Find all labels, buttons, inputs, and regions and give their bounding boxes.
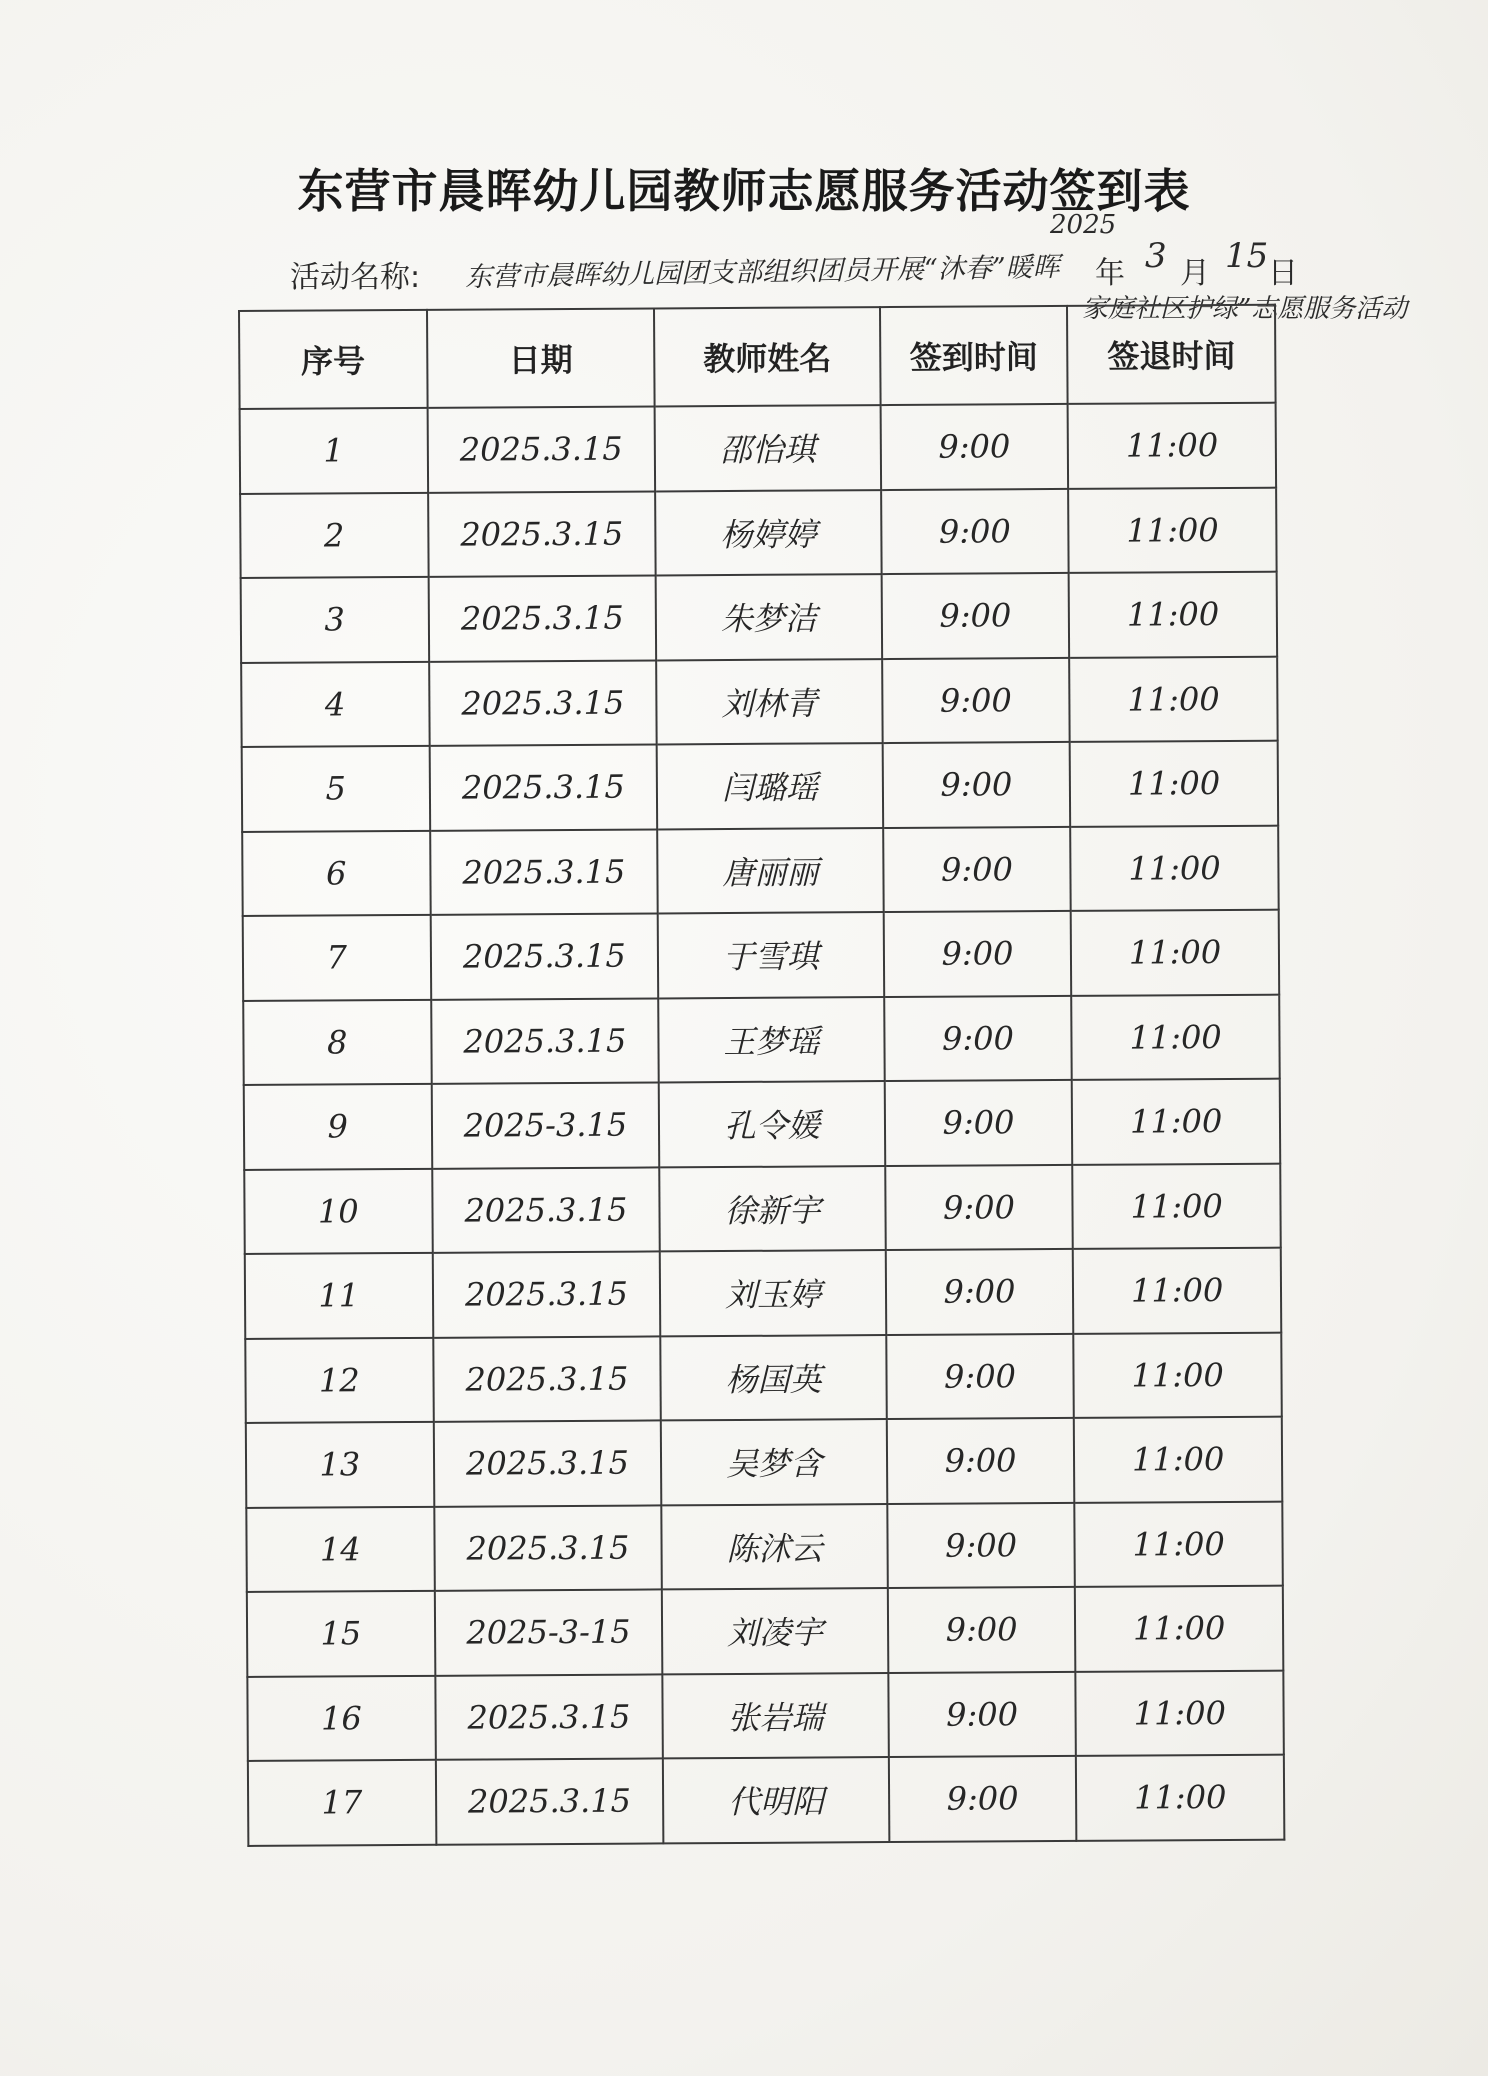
seq-cell: 2 <box>240 492 428 578</box>
seq-cell: 8 <box>243 999 431 1085</box>
sign-out-time-cell: 11:00 <box>1074 1417 1282 1503</box>
sign-out-time-cell: 11:00 <box>1069 572 1277 658</box>
sign-in-time-cell: 9:00 <box>885 1249 1073 1335</box>
seq-cell: 16 <box>247 1675 435 1761</box>
sign-in-time-cell: 9:00 <box>883 911 1071 997</box>
seq-cell: 15 <box>247 1591 435 1677</box>
date-year-label: 年 <box>1095 256 1125 291</box>
header-sign-out-time: 签退时间 <box>1067 305 1275 404</box>
date-day-value: 15 <box>1225 236 1269 276</box>
sign-in-time-cell: 9:00 <box>881 573 1069 659</box>
activity-name-value: 东营市晨晖幼儿园团支部组织团员开展“沐春”暖晖 <box>464 251 1060 294</box>
page-title: 东营市晨晖幼儿园教师志愿服务活动签到表 <box>297 164 1191 218</box>
sign-in-time-cell: 9:00 <box>882 742 1070 828</box>
seq-cell: 7 <box>243 915 431 1001</box>
date-cell: 2025.3.15 <box>433 1336 661 1422</box>
table-row <box>243 910 1279 1001</box>
seq-cell: 5 <box>242 746 430 832</box>
date-cell: 2025.3.15 <box>431 998 659 1084</box>
sign-out-time-cell: 11:00 <box>1074 1332 1282 1418</box>
sign-in-time-cell: 9:00 <box>886 1333 1074 1419</box>
seq-cell: 4 <box>241 661 429 747</box>
teacher-name-cell: 孔令媛 <box>659 1081 885 1167</box>
table-row <box>245 1248 1281 1339</box>
date-cell: 2025-3.15 <box>431 1082 659 1168</box>
teacher-name-cell: 刘林青 <box>656 659 882 745</box>
seq-cell: 9 <box>244 1084 432 1170</box>
seq-cell: 6 <box>242 830 430 916</box>
teacher-name-cell: 于雪琪 <box>658 912 884 998</box>
table-row <box>247 1670 1283 1761</box>
date-cell: 2025.3.15 <box>435 1758 663 1844</box>
teacher-name-cell: 闫璐瑶 <box>657 743 883 829</box>
date-cell: 2025.3.15 <box>434 1505 662 1591</box>
sign-in-time-cell: 9:00 <box>880 404 1068 490</box>
sign-out-time-cell: 11:00 <box>1075 1586 1283 1672</box>
seq-cell: 10 <box>244 1168 432 1254</box>
date-cell: 2025.3.15 <box>433 1420 661 1506</box>
date-cell: 2025.3.15 <box>428 491 656 577</box>
date-cell: 2025.3.15 <box>428 575 656 661</box>
sign-out-time-cell: 11:00 <box>1073 1163 1281 1249</box>
teacher-name-cell: 邵怡琪 <box>655 405 881 491</box>
table-row <box>241 572 1277 663</box>
sign-in-time-cell: 9:00 <box>884 995 1072 1081</box>
sign-in-time-cell: 9:00 <box>889 1756 1077 1842</box>
date-cell: 2025.3.15 <box>430 829 658 915</box>
sign-out-time-cell: 11:00 <box>1076 1755 1284 1841</box>
table-row <box>242 825 1278 916</box>
table-row <box>244 1163 1280 1254</box>
seq-cell: 12 <box>245 1337 433 1423</box>
table-row <box>240 403 1276 494</box>
table-row <box>242 741 1278 832</box>
sign-in-time-cell: 9:00 <box>881 488 1069 574</box>
teacher-name-cell: 刘凌宇 <box>662 1588 888 1674</box>
table-row <box>246 1417 1282 1508</box>
date-cell: 2025.3.15 <box>430 913 658 999</box>
sign-in-table <box>238 304 1285 1847</box>
header-teacher-name: 教师姓名 <box>654 307 880 406</box>
sign-out-time-cell: 11:00 <box>1072 994 1280 1080</box>
teacher-name-cell: 代明阳 <box>663 1757 889 1843</box>
header-sign-in-time: 签到时间 <box>880 306 1068 405</box>
table-row <box>243 994 1279 1085</box>
seq-cell: 1 <box>240 408 428 494</box>
sign-out-time-cell: 11:00 <box>1070 825 1278 911</box>
sign-in-time-cell: 9:00 <box>887 1502 1075 1588</box>
sign-in-time-cell: 9:00 <box>883 826 1071 912</box>
sign-out-time-cell: 11:00 <box>1068 403 1276 489</box>
date-cell: 2025.3.15 <box>429 660 657 746</box>
date-cell: 2025-3-15 <box>434 1589 662 1675</box>
date-year-value: 2025 <box>1050 210 1117 240</box>
sign-out-time-cell: 11:00 <box>1071 910 1279 996</box>
sign-out-time-cell: 11:00 <box>1076 1670 1284 1756</box>
sign-in-time-cell: 9:00 <box>885 1164 1073 1250</box>
teacher-name-cell: 刘玉婷 <box>660 1250 886 1336</box>
teacher-name-cell: 朱梦洁 <box>656 574 882 660</box>
sign-out-time-cell: 11:00 <box>1072 1079 1280 1165</box>
teacher-name-cell: 张岩瑞 <box>663 1673 889 1759</box>
teacher-name-cell: 徐新宇 <box>660 1166 886 1252</box>
table-header-row <box>239 305 1276 409</box>
teacher-name-cell: 杨国英 <box>661 1335 887 1421</box>
header-date: 日期 <box>427 308 655 407</box>
teacher-name-cell: 唐丽丽 <box>658 828 884 914</box>
table-row <box>241 656 1277 747</box>
table-row <box>248 1755 1284 1846</box>
table-row <box>247 1586 1283 1677</box>
header-seq: 序号 <box>239 310 427 409</box>
sign-in-time-cell: 9:00 <box>882 657 1070 743</box>
date-day-label: 日 <box>1268 256 1298 291</box>
seq-cell: 3 <box>241 577 429 663</box>
teacher-name-cell: 王梦瑶 <box>659 997 885 1083</box>
sign-in-time-cell: 9:00 <box>886 1418 1074 1504</box>
sign-in-time-cell: 9:00 <box>884 1080 1072 1166</box>
date-cell: 2025.3.15 <box>432 1251 660 1337</box>
table-row <box>246 1501 1282 1592</box>
sign-in-time-cell: 9:00 <box>888 1587 1076 1673</box>
teacher-name-cell: 吴梦含 <box>661 1419 887 1505</box>
sign-in-time-cell: 9:00 <box>888 1671 1076 1757</box>
activity-name-value-cont: 家庭社区护绿”志愿服务活动 <box>1082 294 1408 324</box>
seq-cell: 14 <box>246 1506 434 1592</box>
date-cell: 2025.3.15 <box>435 1674 663 1760</box>
table-row <box>244 1079 1280 1170</box>
sign-out-time-cell: 11:00 <box>1070 741 1278 827</box>
sign-out-time-cell: 11:00 <box>1068 487 1276 573</box>
activity-name-label: 活动名称: <box>290 260 421 295</box>
sign-out-time-cell: 11:00 <box>1073 1248 1281 1334</box>
seq-cell: 11 <box>245 1253 433 1339</box>
teacher-name-cell: 陈沭云 <box>662 1504 888 1590</box>
seq-cell: 13 <box>246 1422 434 1508</box>
date-month-value: 3 <box>1145 236 1167 276</box>
teacher-name-cell: 杨婷婷 <box>655 490 881 576</box>
sign-out-time-cell: 11:00 <box>1069 656 1277 742</box>
seq-cell: 17 <box>248 1760 436 1846</box>
date-month-label: 月 <box>1180 256 1210 291</box>
table-row <box>245 1332 1281 1423</box>
table-row <box>240 487 1276 578</box>
sign-out-time-cell: 11:00 <box>1075 1501 1283 1587</box>
date-cell: 2025.3.15 <box>427 406 655 492</box>
date-cell: 2025.3.15 <box>432 1167 660 1253</box>
date-cell: 2025.3.15 <box>429 744 657 830</box>
